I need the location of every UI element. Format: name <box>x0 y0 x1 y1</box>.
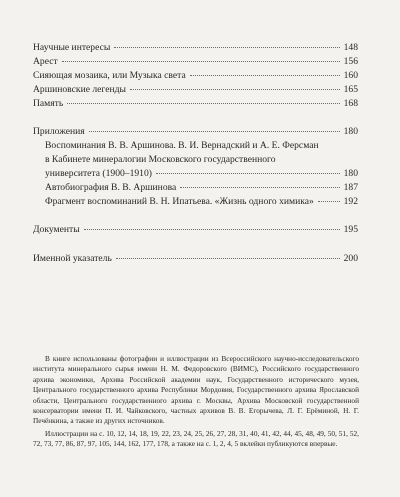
toc-entry-page: 160 <box>343 70 358 81</box>
dot-leader <box>62 60 340 62</box>
dot-leader <box>116 257 340 259</box>
toc-entry[interactable] <box>33 125 358 139</box>
toc-entry-page: 168 <box>343 98 358 109</box>
toc-entry-title: Воспоминания В. В. Аршинова. В. И. Вернадский и А. Е. Ферсман <box>45 140 319 151</box>
dot-leader <box>180 186 340 188</box>
toc-entry-title: Автобиография В. В. Аршинова <box>45 182 177 193</box>
dot-leader <box>114 46 340 48</box>
toc-entry-title: Сияющая мозаика, или Музыка света <box>33 70 186 81</box>
toc-subentry[interactable] <box>45 195 358 209</box>
toc-subentry-line[interactable] <box>45 153 358 167</box>
toc-entry-page: 156 <box>343 56 358 67</box>
toc-entry-title: Арест <box>33 56 58 67</box>
toc-entry[interactable] <box>33 223 358 237</box>
toc-entry-page: 180 <box>343 168 358 179</box>
first-publication-paragraph: Иллюстрации на с. 10, 12, 14, 18, 19, 22, 23, 24, 25, 26, 27, 28, 31, 40, 41, 42, 44, 45, 48, 49, 50, 51, 52, 72, 73, 77, 86, 87, 97, 105, 144, 162, 177, 178, а также на с. 1, 2, 4, 5 вклейки публикуются впервые. <box>33 428 359 449</box>
toc-entry-title: Документы <box>33 224 80 235</box>
toc-entry-page: 192 <box>343 196 358 207</box>
toc-subentry[interactable] <box>45 181 358 195</box>
dot-leader <box>89 130 340 132</box>
credits-paragraph: В книге использованы фотографии и иллюстрации из Всероссийского научно-исследовательского института минерального сырья имени Н. М. Федоровского (ВИМС), Российского государственного архива экономики, Архива Российской академии наук, Государственного исторического музея, Центрального государственного архива Республики Мордовия, Государственного архива Ярославской области, Центрального государственного архива г. Москвы, Архива Московской государственной консерватории имени П. И. Чайковского, частных архивов В. В. Егорычева, Л. Г. Ерёминой, Н. Г. Печёнкина, а также из других источников. <box>33 354 359 426</box>
toc-entry-title: Аршиновские легенды <box>33 84 126 95</box>
dot-leader <box>190 74 340 76</box>
toc-entry-title: Научные интересы <box>33 42 111 53</box>
toc-entry[interactable] <box>33 83 358 97</box>
toc-entry[interactable] <box>33 252 358 266</box>
dot-leader <box>156 172 340 174</box>
toc-subentry-line[interactable] <box>45 139 358 153</box>
dot-leader <box>67 102 340 104</box>
toc-entry-title: Память <box>33 98 64 109</box>
toc-entry[interactable] <box>33 55 358 69</box>
dot-leader <box>318 200 340 202</box>
toc-entry-title: Приложения <box>33 126 85 137</box>
toc-entry-title: Фрагмент воспоминаний В. Н. Ипатьева. «Жизнь одного химика» <box>45 196 314 207</box>
toc-subentry[interactable] <box>45 167 358 181</box>
toc-entry-page: 195 <box>343 224 358 235</box>
dot-leader <box>130 88 340 90</box>
dot-leader <box>84 228 340 230</box>
toc-entry-page: 180 <box>343 126 358 137</box>
toc-entry[interactable] <box>33 69 358 83</box>
toc-entry-page: 148 <box>343 42 358 53</box>
toc-entry-title: университета (1900–1910) <box>45 168 152 179</box>
toc-entry-page: 200 <box>343 253 358 264</box>
toc-entry-page: 187 <box>343 182 358 193</box>
toc-entry-title: Именной указатель <box>33 253 112 264</box>
image-credits-note <box>33 354 359 450</box>
toc-entry-title: в Кабинете минералогии Московского государственного <box>45 154 276 165</box>
toc-entry[interactable] <box>33 97 358 111</box>
toc-entry[interactable] <box>33 41 358 55</box>
toc-entry-page: 165 <box>343 84 358 95</box>
